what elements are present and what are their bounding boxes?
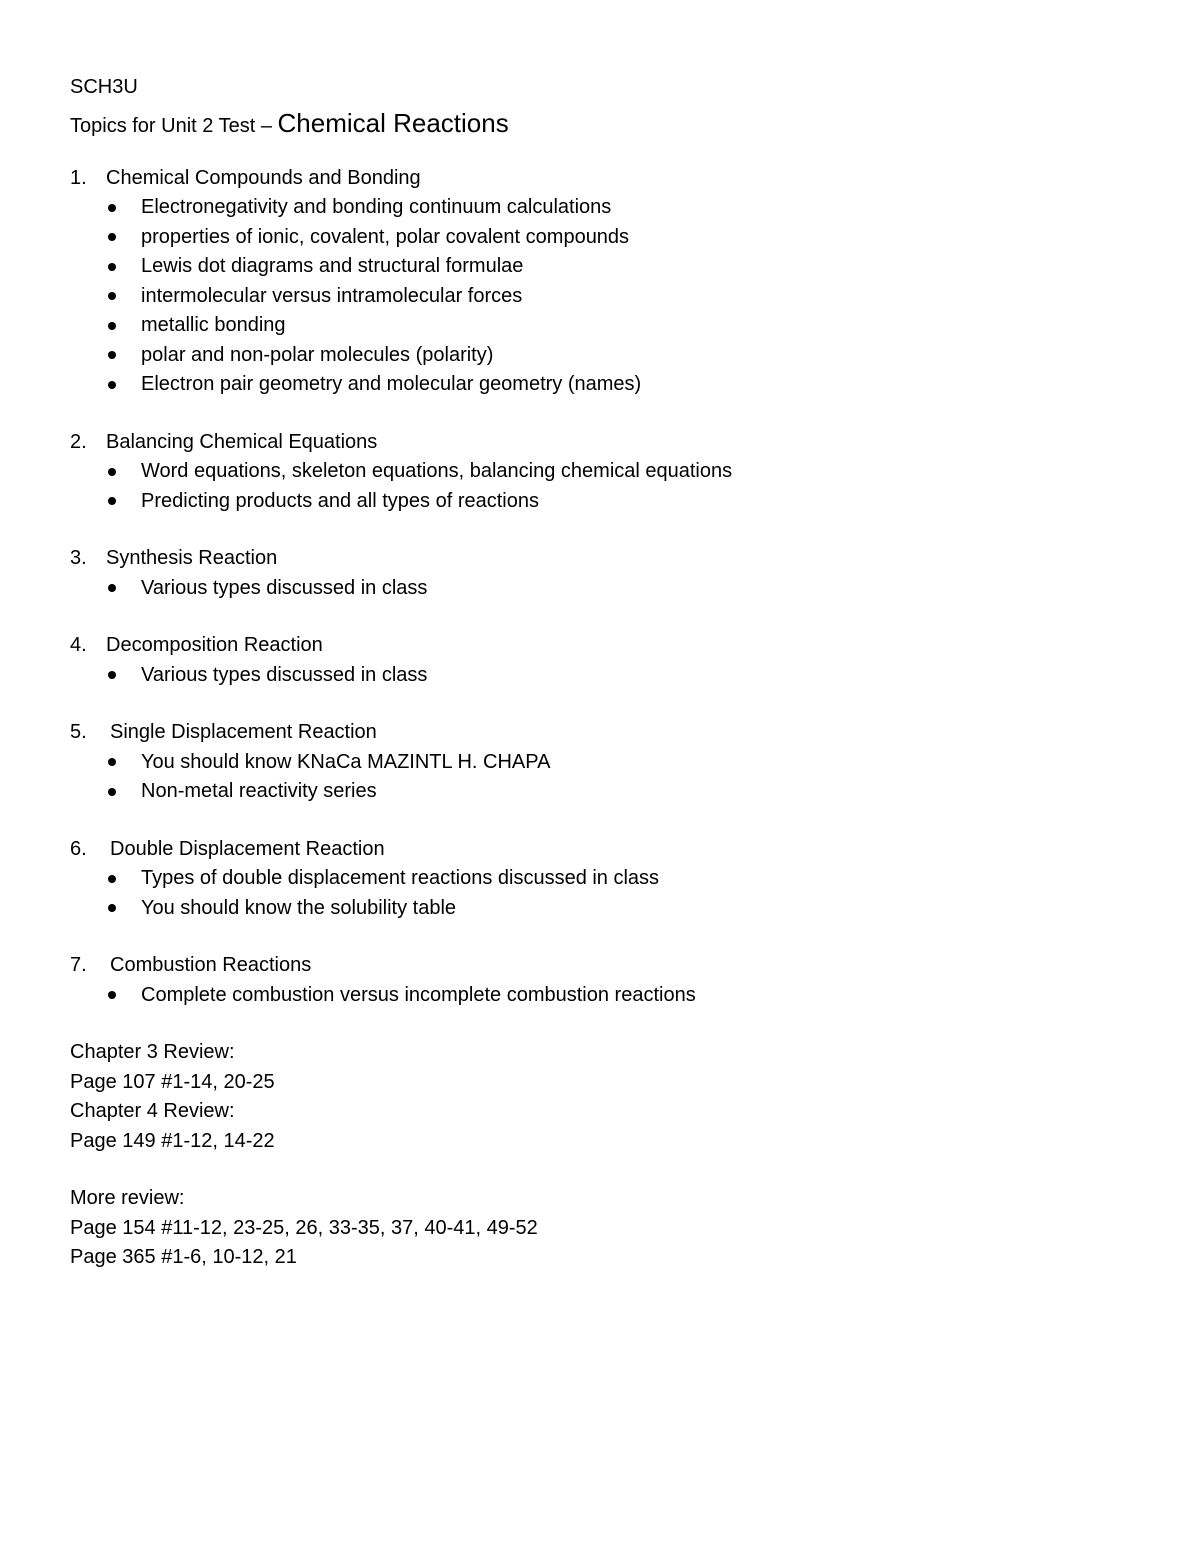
list-item: [70, 223, 1130, 253]
bullet-dot-icon: [108, 904, 116, 912]
section-number: 1.: [70, 166, 87, 189]
chapter-3-review-label: Chapter 3 Review:: [70, 1041, 235, 1063]
more-review-label: More review:: [70, 1187, 185, 1209]
topic-section: [70, 428, 1130, 517]
topic-section: [70, 544, 1130, 603]
more-review-pages-2: Page 365 #1-6, 10-12, 21: [70, 1246, 297, 1268]
bullet-dot-icon: [108, 991, 116, 999]
bullet-dot-icon: [108, 322, 116, 330]
chapter-4-review-pages: Page 149 #1-12, 14-22: [70, 1129, 275, 1152]
section-heading: [70, 544, 1130, 574]
chapter-4-review-label: Chapter 4 Review:: [70, 1100, 235, 1122]
bullet-dot-icon: [108, 671, 116, 679]
bullet-list: [70, 574, 1130, 604]
list-item: [70, 193, 1130, 223]
section-heading: [70, 631, 1130, 661]
bullet-list: [70, 981, 1130, 1011]
topic-section: [70, 718, 1130, 807]
bullet-text: Various types discussed in class: [141, 576, 428, 599]
list-item: [70, 311, 1130, 341]
bullet-text: You should know KNaCa MAZINTL H. CHAPA: [141, 750, 551, 773]
bullet-text: Lewis dot diagrams and structural formulae: [141, 255, 524, 277]
bullet-text: Various types discussed in class: [141, 663, 428, 686]
bullet-list: [70, 661, 1130, 691]
bullet-text: polar and non-polar molecules (polarity): [141, 343, 494, 366]
bullet-list: [70, 748, 1130, 807]
bullet-list: [70, 193, 1130, 400]
list-item: [70, 661, 1130, 691]
section-title: Combustion Reactions: [110, 954, 312, 976]
bullet-list: [70, 864, 1130, 923]
bullet-dot-icon: [108, 381, 116, 389]
chapter-3-review-pages: Page 107 #1-14, 20-25: [70, 1070, 275, 1093]
topic-section: [70, 835, 1130, 924]
list-item: [70, 487, 1130, 517]
section-heading: [70, 718, 1130, 748]
section-heading: [70, 164, 1130, 194]
bullet-text: intermolecular versus intramolecular forces: [141, 284, 523, 307]
section-number: 6.: [70, 837, 87, 860]
section-number: 5.: [70, 721, 87, 743]
section-number: 4.: [70, 634, 87, 656]
bullet-text: Electronegativity and bonding continuum calculations: [141, 196, 612, 218]
bullet-text: metallic bonding: [141, 314, 286, 336]
section-title: Balancing Chemical Equations: [106, 430, 378, 453]
section-number: 2.: [70, 430, 87, 453]
course-code: SCH3U: [70, 76, 138, 98]
section-title: Double Displacement Reaction: [110, 837, 385, 860]
title-prefix: Topics for Unit 2 Test –: [70, 114, 278, 137]
list-item: [70, 341, 1130, 371]
list-item: [70, 370, 1130, 400]
section-title: Decomposition Reaction: [106, 634, 323, 656]
list-item: [70, 457, 1130, 487]
bullet-dot-icon: [108, 263, 116, 271]
bullet-text: Non-metal reactivity series: [141, 780, 377, 802]
bullet-text: Word equations, skeleton equations, balancing chemical equations: [141, 460, 733, 482]
bullet-dot-icon: [108, 204, 116, 212]
review-block: [70, 1038, 1130, 1273]
bullet-dot-icon: [108, 497, 116, 505]
bullet-text: You should know the solubility table: [141, 896, 457, 919]
bullet-dot-icon: [108, 233, 116, 241]
page-title: [70, 105, 1130, 144]
more-review-pages-1: Page 154 #11-12, 23-25, 26, 33-35, 37, 40-41, 49-52: [70, 1216, 538, 1239]
title-main: Chemical Reactions: [277, 107, 509, 138]
list-item: [70, 864, 1130, 894]
list-item: [70, 981, 1130, 1011]
spacer: [70, 1156, 1130, 1184]
bullet-text: properties of ionic, covalent, polar covalent compounds: [141, 225, 630, 248]
topic-section: [70, 164, 1130, 400]
document-content: [70, 73, 1130, 1273]
list-item: [70, 777, 1130, 807]
section-number: 7.: [70, 954, 87, 976]
section-title: Single Displacement Reaction: [110, 721, 377, 743]
topic-section: [70, 631, 1130, 690]
bullet-dot-icon: [108, 875, 116, 883]
bullet-text: Complete combustion versus incomplete combustion reactions: [141, 983, 696, 1006]
section-heading: [70, 428, 1130, 458]
bullet-list: [70, 457, 1130, 516]
topic-sections: [70, 164, 1130, 1011]
bullet-text: Electron pair geometry and molecular geometry (names): [141, 373, 642, 395]
bullet-dot-icon: [108, 584, 116, 592]
list-item: [70, 748, 1130, 778]
list-item: [70, 282, 1130, 312]
list-item: [70, 574, 1130, 604]
topic-section: [70, 951, 1130, 1010]
section-number: 3.: [70, 547, 87, 569]
bullet-dot-icon: [108, 351, 116, 359]
list-item: [70, 894, 1130, 924]
section-heading: [70, 951, 1130, 981]
bullet-dot-icon: [108, 788, 116, 796]
bullet-text: Predicting products and all types of reactions: [141, 489, 539, 512]
list-item: [70, 252, 1130, 282]
bullet-dot-icon: [108, 292, 116, 300]
section-title: Chemical Compounds and Bonding: [106, 166, 421, 189]
bullet-dot-icon: [108, 758, 116, 766]
section-heading: [70, 835, 1130, 865]
bullet-text: Types of double displacement reactions discussed in class: [141, 867, 660, 889]
section-title: Synthesis Reaction: [106, 547, 278, 569]
bullet-dot-icon: [108, 468, 116, 476]
